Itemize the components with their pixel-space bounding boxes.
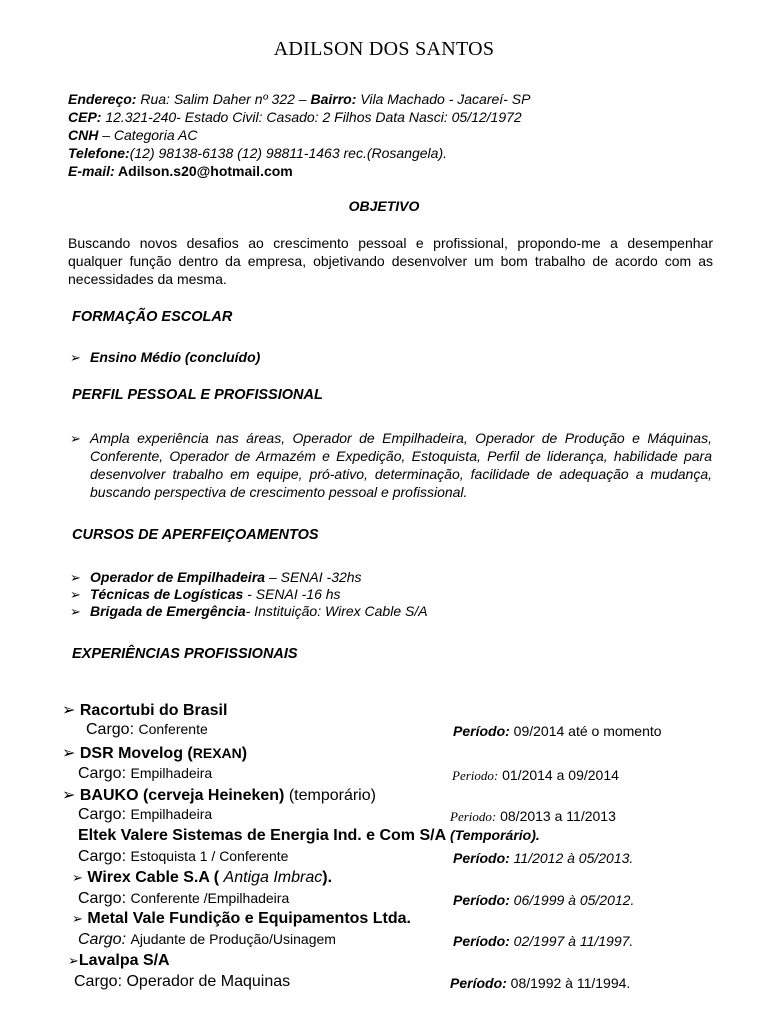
cnh-line: [68, 126, 197, 144]
job-cargo: Cargo: Empilhadeira: [78, 806, 213, 823]
job-periodo: Período: 08/1992 à 11/1994.: [450, 975, 631, 991]
curso-name: Operador de Empilhadeira: [90, 569, 266, 585]
arrow-bullet-icon: ➢: [70, 350, 81, 365]
cnh-value: – Categoria AC: [98, 127, 198, 143]
formacao-heading: FORMAÇÃO ESCOLAR: [72, 309, 233, 325]
job-periodo: Período: 09/2014 até o momento: [453, 723, 662, 739]
job-company: ➢ Metal Vale Fundição e Equipamentos Ltda.: [72, 910, 411, 927]
arrow-bullet-icon: ➢: [62, 745, 76, 762]
arrow-bullet-icon: ➢: [70, 604, 81, 619]
phone-label: Telefone:: [68, 145, 130, 161]
job-company: ➢ BAUKO (cerveja Heineken) (temporário): [62, 787, 376, 804]
cep-label: CEP:: [68, 109, 102, 125]
job-cargo: Cargo: Ajudante de Produção/Usinagem: [78, 931, 336, 948]
job-company: ➢ Racortubi do Brasil: [62, 702, 228, 719]
job-cargo: Cargo: Conferente: [86, 721, 208, 738]
job-company: ➢ DSR Movelog (REXAN): [62, 745, 248, 762]
job-company: Eltek Valere Sistemas de Energia Ind. e Com S/A (Temporário).: [78, 827, 540, 844]
email-label: E-mail:: [68, 163, 115, 179]
address-value: Rua: Salim Daher nº 322 –: [136, 91, 311, 107]
curso-detail: - Instituição: Wirex Cable S/A: [245, 603, 428, 619]
perfil-text: Ampla experiência nas áreas, Operador de Empilhadeira, Operador de Produção e Máquinas, Conferente, Operador de Armazém e Expedição, Estoquista, Perfil de liderança, habilidade para desenvolver trabalho em equipe, pró-ativo, determinação, facilidade de adequação a mudança, buscando perspectiva de crescimento pessoal e profissional.: [90, 430, 712, 500]
job-cargo: Cargo: Conferente /Empilhadeira: [78, 890, 290, 907]
job-periodo: Periodo: 01/2014 a 09/2014: [452, 767, 619, 783]
arrow-bullet-icon: ➢: [70, 570, 81, 585]
curso-item: [90, 603, 428, 619]
arrow-bullet-icon: ➢: [70, 587, 81, 602]
email-value: Adilson.s20@hotmail.com: [114, 163, 293, 179]
cnh-label: CNH: [68, 127, 99, 143]
curso-item: [90, 586, 341, 602]
arrow-bullet-icon: ➢: [72, 911, 83, 926]
bairro-label: Bairro:: [310, 91, 357, 107]
page-title: ADILSON DOS SANTOS: [273, 38, 495, 60]
arrow-bullet-icon: ➢: [62, 787, 76, 804]
job-company: ➢ Wirex Cable S.A ( Antiga Imbrac).: [72, 869, 333, 886]
arrow-bullet-icon: ➢: [70, 431, 81, 446]
phone-value: (12) 98138-6138 (12) 98811-1463 rec.(Rosangela).: [129, 145, 447, 161]
objetivo-heading: OBJETIVO: [348, 198, 420, 214]
experiencias-heading: EXPERIÊNCIAS PROFISSIONAIS: [72, 646, 298, 662]
job-cargo: Cargo: Estoquista 1 / Conferente: [78, 848, 289, 865]
curso-detail: - SENAI -16 hs: [243, 586, 341, 602]
curso-name: Brigada de Emergência: [90, 603, 246, 619]
curso-detail: – SENAI -32hs: [265, 569, 362, 585]
cursos-heading: CURSOS DE APERFEIÇOAMENTOS: [72, 527, 319, 543]
objetivo-text: Buscando novos desafios ao crescimento pessoal e profissional, propondo-me a desempenhar qualquer função dentro da empresa, objetivando desenvolver um bom trabalho de acordo com as necessidades da mesma.: [68, 235, 713, 287]
job-periodo: Período: 11/2012 à 05/2013.: [453, 850, 634, 866]
address-line: [68, 90, 530, 108]
job-cargo: Cargo: Operador de Maquinas: [74, 973, 291, 990]
curso-name: Técnicas de Logísticas: [90, 586, 244, 602]
formacao-item: Ensino Médio (concluído): [90, 349, 261, 365]
job-periodo: Periodo: 08/2013 a 11/2013: [450, 808, 616, 824]
job-periodo: Período: 02/1997 à 11/1997.: [453, 933, 634, 949]
job-company: ➢Lavalpa S/A: [68, 952, 170, 969]
address-label: Endereço:: [68, 91, 137, 107]
job-periodo: Período: 06/1999 à 05/2012.: [453, 892, 635, 908]
phone-line: [68, 144, 447, 162]
job-cargo: Cargo: Empilhadeira: [78, 765, 213, 782]
cep-value: 12.321-240- Estado Civil: Casado: 2 Filhos Data Nasci: 05/12/1972: [101, 109, 522, 125]
arrow-bullet-icon: ➢: [68, 953, 79, 968]
arrow-bullet-icon: ➢: [62, 702, 76, 719]
curso-item: [90, 569, 362, 585]
cep-line: [68, 108, 522, 126]
email-line: [68, 162, 293, 180]
arrow-bullet-icon: ➢: [72, 870, 83, 885]
perfil-heading: PERFIL PESSOAL E PROFISSIONAL: [72, 387, 323, 403]
bairro-value: Vila Machado - Jacareí- SP: [356, 91, 531, 107]
